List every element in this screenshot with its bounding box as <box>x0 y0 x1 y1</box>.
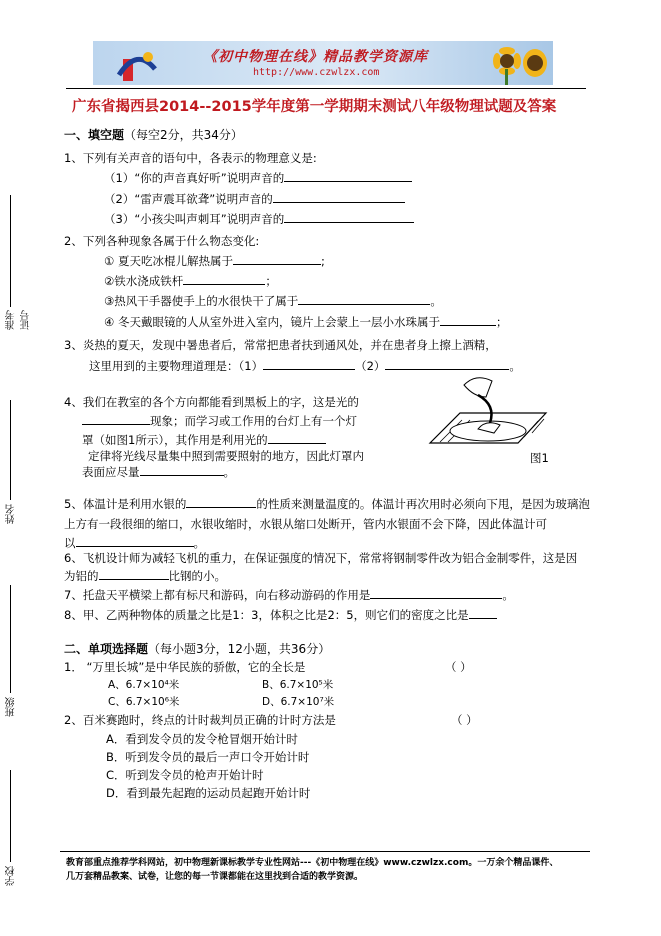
side-line <box>10 195 11 307</box>
side-name <box>0 400 22 535</box>
mc2-option-b[interactable]: B．听到发令员的最后一声口令开始计时 <box>106 750 310 764</box>
q3-line-2 <box>89 358 521 374</box>
answer-blank[interactable] <box>273 191 405 203</box>
mc1-answer-parens[interactable]: （ ） <box>445 660 472 674</box>
q7-end: 。 <box>502 588 514 602</box>
q6-line-2 <box>64 568 226 584</box>
banner-url[interactable]: http://www.czwlzx.com <box>253 67 380 78</box>
site-banner <box>93 41 553 85</box>
document-title: 广东省揭西县2014--2015学年度第一学期期末测试八年级物理试题及答案 <box>72 99 557 115</box>
q6-line-1: 6、飞机设计师为减轻飞机的重力，在保证强度的情况下，常常将钢制零件改为铝合金制零件，这是因 <box>64 551 578 565</box>
side-label-class: 班级 <box>6 697 17 717</box>
q4-line-2 <box>82 413 357 429</box>
answer-blank[interactable] <box>186 496 256 508</box>
q5-line-3-text: 以 <box>64 536 76 550</box>
side-label-school: 学校 <box>6 866 17 886</box>
footer-line-1: 教育部重点推荐学科网站，初中物理新课标教学专业性网站---《初中物理在线》www.czwlzx.com。一万余个精品课件、 <box>66 858 559 868</box>
q4-line-5-end: 。 <box>223 465 235 479</box>
mc2-option-a[interactable]: A．看到发令员的发令枪冒烟开始计时 <box>106 732 298 746</box>
q4-line-4: 定律将光线尽量集中照到需要照射的地方，因此灯罩内 <box>88 449 364 463</box>
q2-item-3-end: 。 <box>430 294 442 308</box>
q2-item-2 <box>104 273 277 289</box>
answer-blank[interactable] <box>82 413 150 425</box>
section1-note: （每空2分，共34分） <box>124 128 243 142</box>
q5-line-1-text: 5、体温计是利用水银的 <box>64 497 187 511</box>
side-line <box>10 585 11 693</box>
q6-line-2-rest: 比钢的小。 <box>168 569 226 583</box>
side-label-exam-number: 准考证号 <box>6 310 32 330</box>
figure-1-caption: 图1 <box>530 451 549 465</box>
side-class <box>0 585 22 720</box>
q5-line-3-end: 。 <box>193 536 205 550</box>
answer-blank[interactable] <box>263 358 355 370</box>
answer-blank[interactable] <box>440 314 496 326</box>
q4-line-2-text: 现象；而学习或工作用的台灯上有一个灯 <box>150 414 357 428</box>
footer-rule <box>60 851 590 852</box>
side-exam-number <box>0 195 32 330</box>
q1-item-1-text: （1）“你的声音真好听”说明声音的 <box>104 171 285 185</box>
header-rule <box>66 88 586 89</box>
answer-blank[interactable] <box>233 253 321 265</box>
q4-line-5 <box>82 464 235 480</box>
mc1-option-b[interactable]: B、6.7×10⁵米 <box>262 679 334 691</box>
q1-item-3 <box>104 211 414 227</box>
mc2-stem: 2、百米赛跑时，终点的计时裁判员正确的计时方法是 <box>64 713 336 727</box>
section2-note: （每小题3分，12小题，共36分） <box>148 642 331 656</box>
mc1-stem: 1． “万里长城”是中华民族的骄傲，它的全长是 <box>64 660 306 674</box>
q5-line-3 <box>64 535 205 551</box>
section1-heading <box>64 126 243 143</box>
q3-line-2-text: 这里用到的主要物理道理是：（1） <box>89 359 264 373</box>
answer-blank[interactable] <box>183 273 265 285</box>
answer-blank[interactable] <box>76 535 194 547</box>
mc1-option-d[interactable]: D、6.7×10⁷米 <box>262 696 335 708</box>
q3-line-2-sep: （2） <box>355 359 386 373</box>
q8-line <box>64 607 497 623</box>
q2-item-3-text: ③热风干手器使手上的水很快干了属于 <box>104 294 299 308</box>
q2-item-2-end: ； <box>265 274 277 288</box>
q5-line-1-rest: 的性质来测量温度的。体温计再次用时必须向下甩，是因为玻璃泡 <box>256 497 590 511</box>
q3-line-2-end: 。 <box>509 359 521 373</box>
side-label-name: 姓名 <box>6 504 17 524</box>
q2-item-4 <box>104 314 507 330</box>
answer-blank[interactable] <box>298 293 430 305</box>
answer-blank[interactable] <box>370 587 502 599</box>
q5-line-1 <box>64 496 590 512</box>
mc2-option-c[interactable]: C．听到发令员的枪声开始计时 <box>106 768 264 782</box>
answer-blank[interactable] <box>140 464 224 476</box>
q2-item-4-end: ； <box>495 315 508 329</box>
footer-line-2: 几万套精品教案、试卷，让您的每一节课都能在这里找到合适的教学资源。 <box>66 872 364 882</box>
answer-blank[interactable] <box>268 432 326 444</box>
q4-line-3-text: 罩（如图1所示），其作用是利用光的 <box>82 433 268 447</box>
q2-item-1 <box>104 253 325 269</box>
answer-blank[interactable] <box>284 170 412 182</box>
q7-text: 7、托盘天平横梁上都有标尺和游码，向右移动游码的作用是 <box>64 588 371 602</box>
q1-item-2-text: （2）“雷声震耳欲聋”说明声音的 <box>104 192 273 206</box>
sunflower-icon <box>485 41 553 85</box>
answer-blank[interactable] <box>99 568 169 580</box>
q2-item-2-text: ②铁水浇成铁杆 <box>104 274 184 288</box>
side-line <box>10 400 11 500</box>
banner-title: 《初中物理在线》精品教学资源库 <box>203 49 428 65</box>
answer-blank[interactable] <box>469 607 497 619</box>
logo-icon <box>115 45 159 83</box>
q2-item-3 <box>104 293 442 309</box>
q1-item-3-text: （3）“小孩尖叫声刺耳”说明声音的 <box>104 212 285 226</box>
q2-item-4-text: ④ 冬天戴眼镜的人从室外进入室内，镜片上会蒙上一层小水珠属于 <box>104 315 440 329</box>
q1-stem: 1、下列有关声音的语句中，各表示的物理意义是: <box>64 151 317 165</box>
q1-item-1 <box>104 170 412 186</box>
q2-item-1-end: ; <box>320 254 325 268</box>
section2-heading <box>64 640 330 657</box>
q8-text: 8、甲、乙两种物体的质量之比是1：3，体积之比是2：5，则它们的密度之比是 <box>64 608 469 622</box>
q3-line-1: 3、炎热的夏天，发现中暑患者后，常常把患者扶到通风处，并在患者身上擦上酒精， <box>64 338 497 352</box>
side-line <box>10 770 11 862</box>
mc2-answer-parens[interactable]: （ ） <box>451 713 478 727</box>
desk-lamp-figure <box>428 375 550 451</box>
q2-item-1-text: ① 夏天吃冰棍儿解热属于 <box>104 254 233 268</box>
q1-item-2 <box>104 191 405 207</box>
q4-line-1: 4、我们在教室的各个方向都能看到黑板上的字，这是光的 <box>64 395 359 409</box>
q6-line-2-text: 为铝的 <box>64 569 99 583</box>
mc2-option-d[interactable]: D．看到最先起跑的运动员起跑开始计时 <box>106 786 311 800</box>
q4-line-3 <box>82 432 326 448</box>
mc1-option-c[interactable]: C、6.7×10⁶米 <box>108 696 180 708</box>
answer-blank[interactable] <box>284 211 414 223</box>
section1-title: 一、填空题 <box>64 128 125 142</box>
section2-title: 二、单项选择题 <box>64 642 149 656</box>
footer <box>66 856 558 884</box>
mc1-option-a[interactable]: A、6.7×10⁴米 <box>108 679 180 691</box>
q2-stem: 2、下列各种现象各属于什么物态变化: <box>64 234 260 248</box>
q4-line-5-text: 表面应尽量 <box>82 465 140 479</box>
q5-line-2: 上方有一段很细的缩口，水银收缩时，水银从缩口处断开，管内水银面不会下降，因此体温计可 <box>64 517 547 531</box>
side-school <box>0 770 22 895</box>
q7-line <box>64 587 514 603</box>
answer-blank[interactable] <box>385 358 509 370</box>
